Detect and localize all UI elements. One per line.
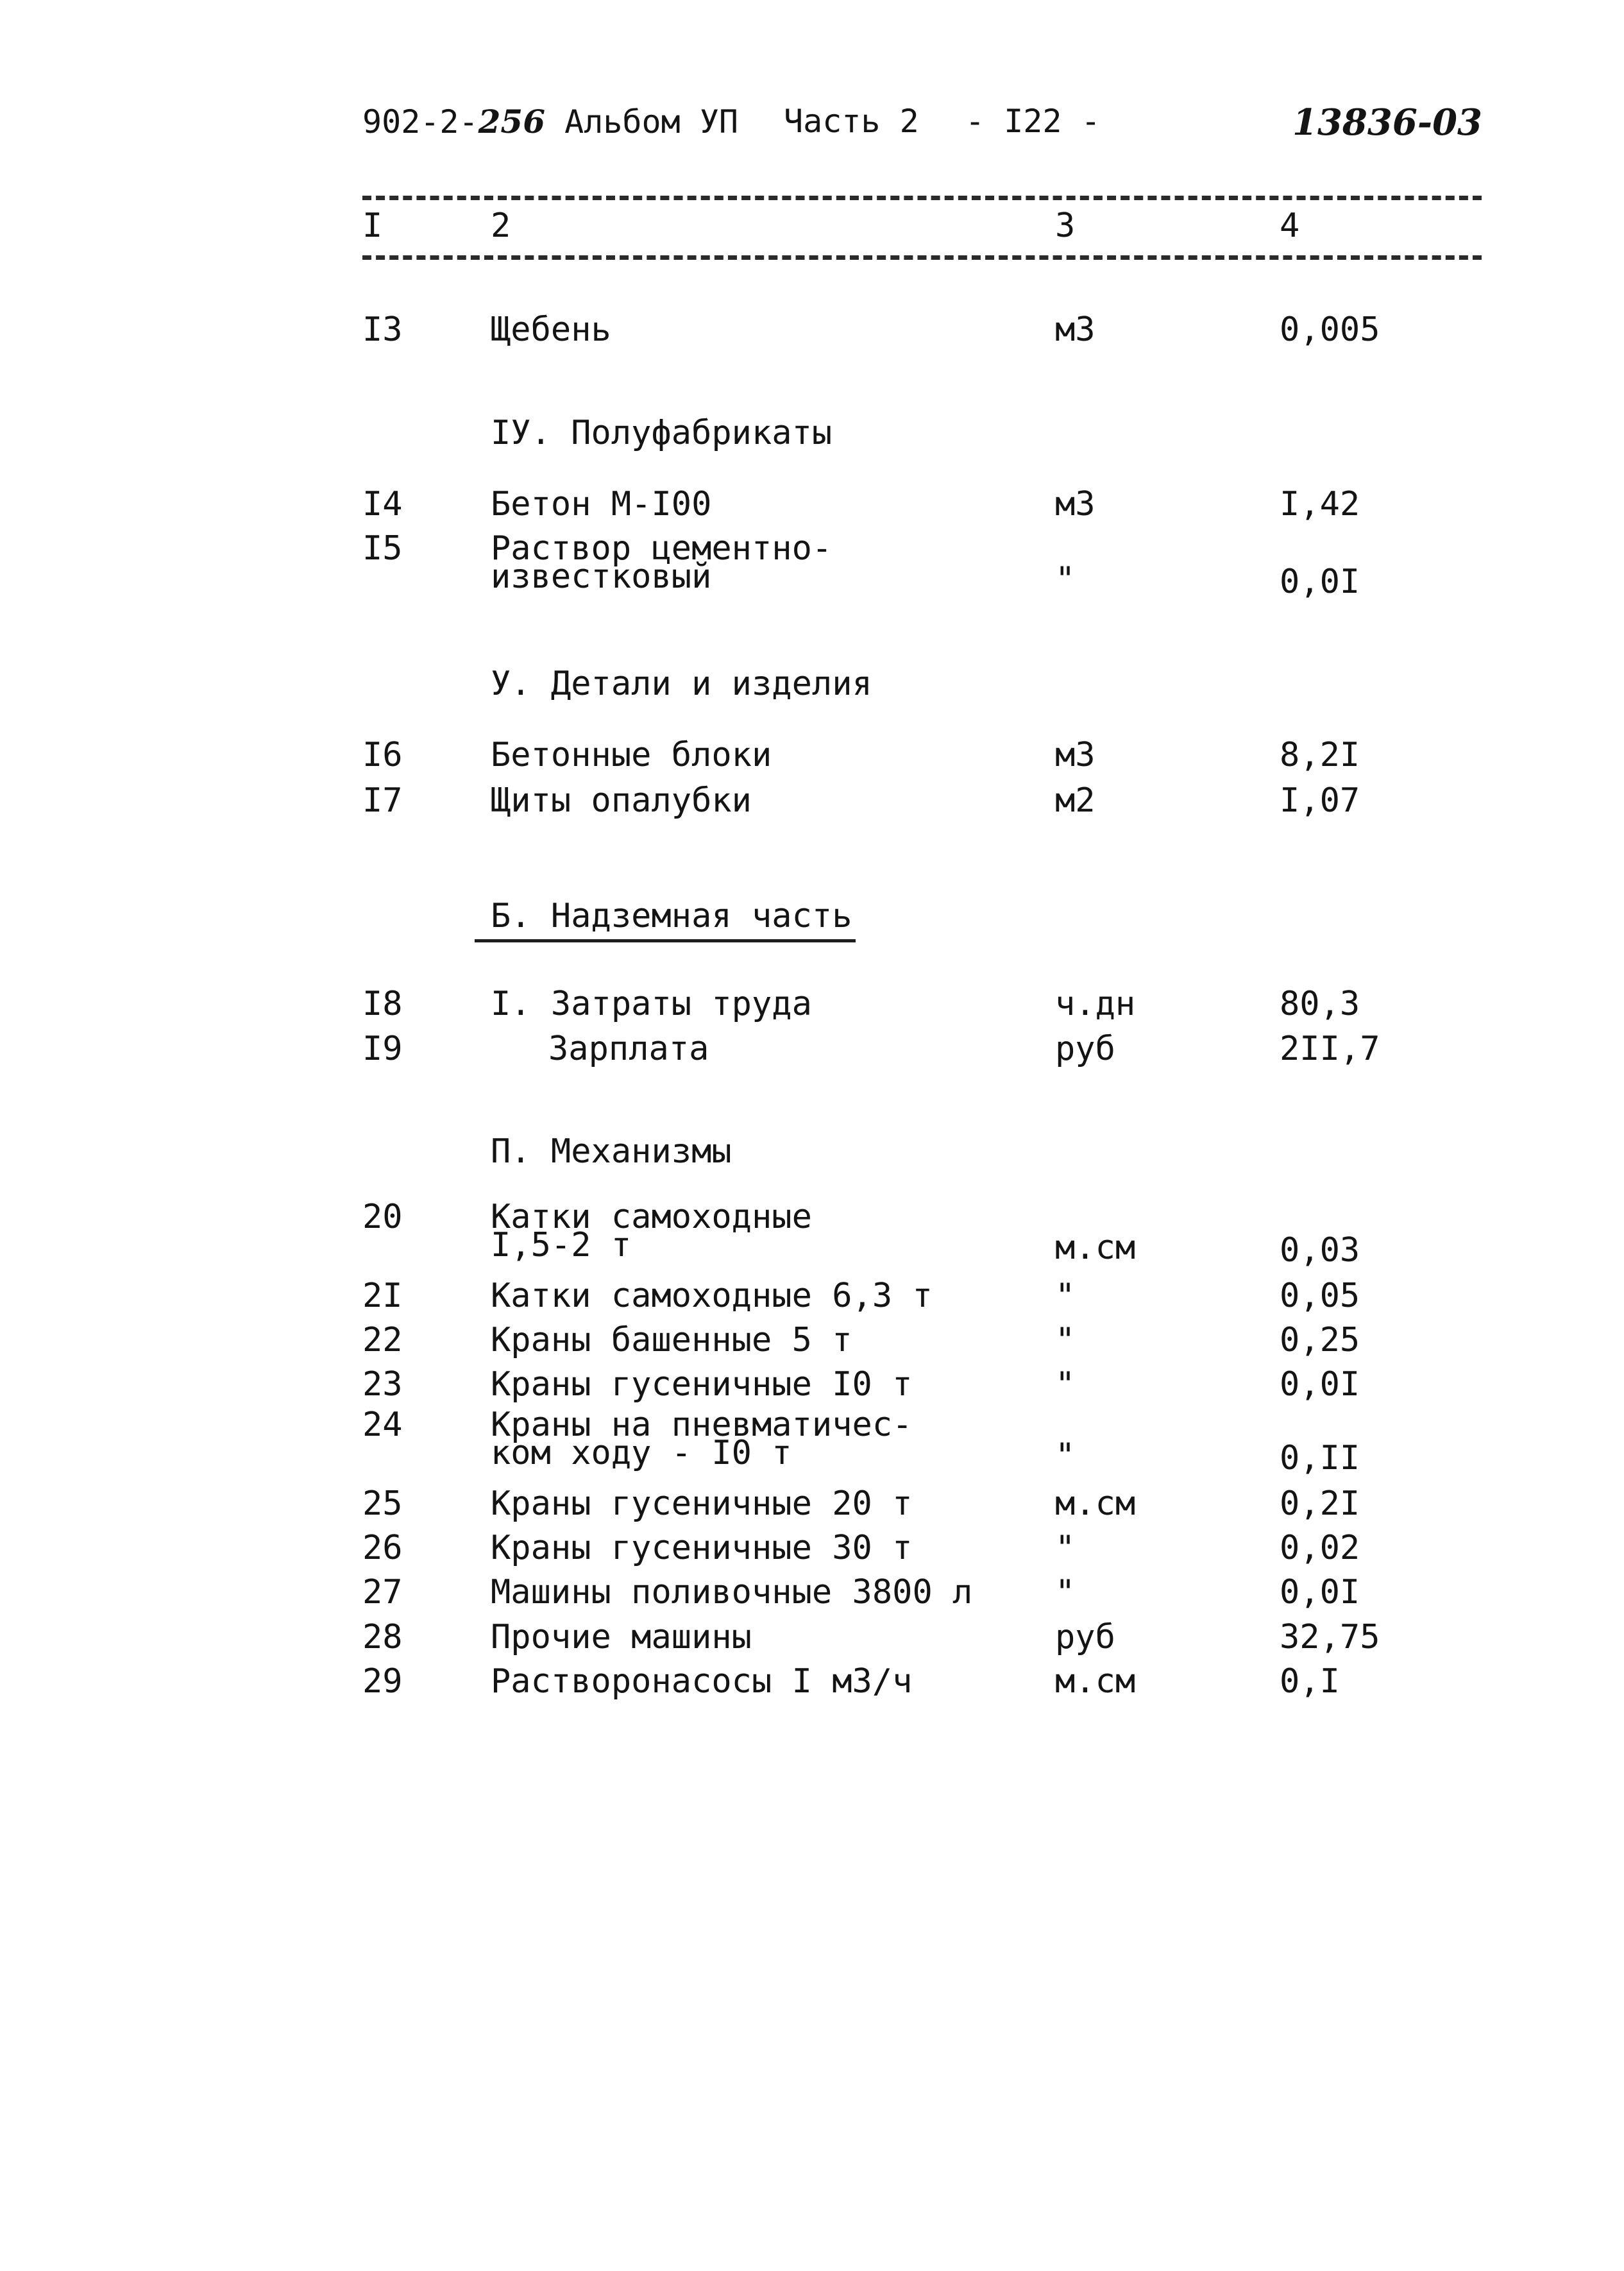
row-number: 2I — [362, 1277, 403, 1315]
row-value: 0,005 — [1280, 310, 1380, 349]
row-name: Краны гусеничные 30 т — [491, 1529, 913, 1567]
table-row — [0, 485, 1624, 523]
row-value: 8,2I — [1280, 736, 1360, 774]
row-number: I3 — [362, 310, 403, 349]
row-name: Краны гусеничные 20 т — [491, 1484, 913, 1523]
row-number: 23 — [362, 1365, 403, 1404]
row-value: 0,II — [1280, 1439, 1360, 1477]
row-value: 0,0I — [1280, 1365, 1360, 1404]
row-name: Зарплата — [548, 1030, 709, 1068]
row-unit: м3 — [1055, 736, 1095, 774]
table-row — [0, 1529, 1624, 1567]
table-row — [0, 1618, 1624, 1656]
column-header-3: 3 — [1055, 207, 1076, 245]
row-unit: " — [1055, 1321, 1076, 1359]
part-label: Часть 2 — [784, 103, 919, 140]
row-unit: " — [1055, 1573, 1076, 1612]
doc-handwritten-number: 256 — [478, 103, 545, 140]
row-unit: м2 — [1055, 781, 1095, 820]
row-name: Щебень — [491, 310, 611, 349]
document-code: 13836-03 — [1292, 101, 1482, 144]
section-heading: У. Детали и изделия — [491, 665, 872, 703]
row-name: Прочие машины — [491, 1618, 752, 1656]
table-row — [0, 1573, 1624, 1612]
table-row — [0, 1277, 1624, 1315]
row-value: 0,0I — [1280, 1573, 1360, 1612]
table-row — [0, 1484, 1624, 1523]
row-unit: " — [1055, 1277, 1076, 1315]
column-header-1: I — [362, 207, 383, 245]
row-unit: " — [1055, 1529, 1076, 1567]
row-name: Бетонные блоки — [491, 736, 772, 774]
row-name-line-1: Краны на пневматичес- — [491, 1406, 913, 1444]
row-name-line-2: известковый — [491, 557, 712, 596]
row-name: Краны башенные 5 т — [491, 1321, 852, 1359]
row-value: 2II,7 — [1280, 1030, 1380, 1068]
row-value: 0,2I — [1280, 1484, 1360, 1523]
row-number: I8 — [362, 985, 403, 1023]
row-unit: " — [1055, 560, 1076, 599]
row-unit: м.см — [1055, 1484, 1136, 1523]
row-name: Щиты опалубки — [491, 781, 752, 820]
album-label: Альбом УП — [564, 103, 739, 140]
row-name-line-2: I,5-2 т — [491, 1226, 632, 1264]
row-name-line-2: ком ходу - I0 т — [491, 1434, 792, 1472]
row-value: I,07 — [1280, 781, 1360, 820]
row-number: I6 — [362, 736, 403, 774]
row-name-line-1: Катки самоходные — [491, 1198, 812, 1236]
table-row — [0, 1321, 1624, 1359]
section-heading: П. Механизмы — [491, 1132, 732, 1171]
row-value: 0,05 — [1280, 1277, 1360, 1315]
table-row — [0, 1662, 1624, 1701]
row-number: 26 — [362, 1529, 403, 1567]
row-unit: м3 — [1055, 310, 1095, 349]
header-bottom-rule — [362, 255, 1482, 260]
row-value: 80,3 — [1280, 985, 1360, 1023]
column-header-4: 4 — [1280, 207, 1300, 245]
doc-prefix: 902-2- — [362, 103, 478, 140]
row-name: I. Затраты труда — [491, 985, 812, 1023]
row-unit: " — [1055, 1436, 1076, 1475]
row-number: I4 — [362, 485, 403, 523]
section-heading: IУ. Полуфабрикаты — [491, 414, 833, 452]
row-number: 27 — [362, 1573, 403, 1612]
table-row — [0, 781, 1624, 820]
table-row — [0, 310, 1624, 349]
row-value: 0,03 — [1280, 1231, 1360, 1270]
row-unit: руб — [1055, 1618, 1115, 1656]
table-row — [0, 985, 1624, 1023]
header-top-rule — [362, 196, 1482, 200]
row-unit: м.см — [1055, 1229, 1136, 1267]
row-number: 28 — [362, 1618, 403, 1656]
row-name: Краны гусеничные I0 т — [491, 1365, 913, 1404]
row-name: Катки самоходные 6,3 т — [491, 1277, 933, 1315]
section-heading-underlined: Б. Надземная часть — [475, 897, 856, 942]
row-number: 24 — [362, 1406, 403, 1444]
row-number: I7 — [362, 781, 403, 820]
row-number: 29 — [362, 1662, 403, 1701]
row-value: 0,I — [1280, 1662, 1340, 1701]
table-row — [0, 1365, 1624, 1404]
document-number — [362, 103, 738, 140]
row-number: I5 — [362, 529, 403, 568]
row-value: I,42 — [1280, 485, 1360, 523]
row-value: 0,25 — [1280, 1321, 1360, 1359]
row-number: 20 — [362, 1198, 403, 1236]
row-number: 25 — [362, 1484, 403, 1523]
row-value: 32,75 — [1280, 1618, 1380, 1656]
row-number: I9 — [362, 1030, 403, 1068]
row-name: Бетон М-I00 — [491, 485, 712, 523]
row-value: 0,0I — [1280, 563, 1360, 601]
row-name: Машины поливочные 3800 л — [491, 1573, 973, 1612]
table-row — [0, 1030, 1624, 1068]
page-number: - I22 - — [965, 103, 1101, 140]
row-unit: м.см — [1055, 1662, 1136, 1701]
row-name: Растворонасосы I м3/ч — [491, 1662, 913, 1701]
column-header-2: 2 — [491, 207, 511, 245]
row-number: 22 — [362, 1321, 403, 1359]
row-unit: м3 — [1055, 485, 1095, 523]
table-row — [0, 736, 1624, 774]
row-value: 0,02 — [1280, 1529, 1360, 1567]
row-unit: ч.дн — [1055, 985, 1136, 1023]
row-name-line-1: Раствор цементно- — [491, 529, 833, 568]
row-unit: " — [1055, 1365, 1076, 1404]
row-unit: руб — [1055, 1030, 1115, 1068]
